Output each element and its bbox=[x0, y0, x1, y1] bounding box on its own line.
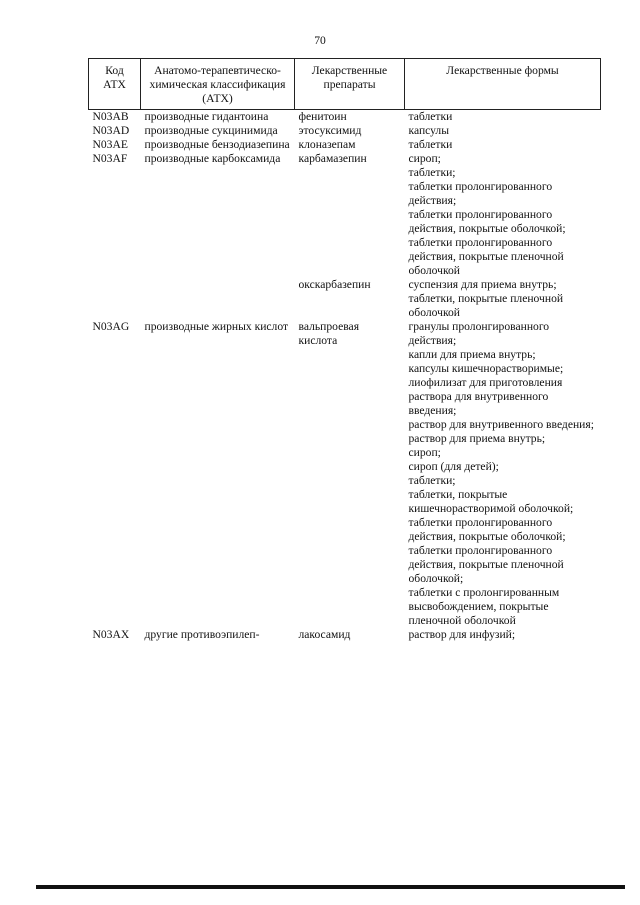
table-row bbox=[89, 628, 601, 642]
atx-classification-cell: другие противоэпилеп- bbox=[144, 628, 260, 641]
dosage-forms-cell bbox=[405, 278, 601, 320]
drug-name-cell: этосуксимид bbox=[298, 124, 362, 137]
atx-drug-table bbox=[88, 58, 601, 642]
atx-classification-cell: производные сукцинимида bbox=[144, 124, 278, 137]
atx-classification-cell: производные гидантоина bbox=[144, 110, 269, 123]
dosage-form-item: капсулы кишечнорастворимые; bbox=[408, 362, 564, 375]
dosage-forms-cell bbox=[405, 152, 601, 278]
dosage-form-item: таблетки; bbox=[408, 166, 456, 179]
atx-classification-cell: производные карбоксамида bbox=[144, 152, 281, 165]
atx-code-cell: N03AG bbox=[92, 320, 130, 333]
dosage-forms-cell bbox=[405, 110, 601, 125]
table-header-row bbox=[89, 59, 601, 110]
dosage-form-item: раствор для инфузий; bbox=[408, 628, 516, 641]
dosage-form-item: раствор для внутривенного введения; bbox=[408, 418, 594, 431]
dosage-form-item: таблетки; bbox=[408, 474, 456, 487]
header-drugs: Лекарственные препараты bbox=[295, 59, 405, 110]
dosage-form-item: гранулы пролонгированного действия; bbox=[408, 320, 550, 347]
header-classification: Анатомо-терапевтическо-химическая классификация (АТХ) bbox=[141, 59, 295, 110]
atx-code-cell bbox=[89, 278, 141, 320]
atx-code-cell: N03AE bbox=[92, 138, 128, 151]
dosage-form-item: раствор для приема внутрь; bbox=[408, 432, 546, 445]
dosage-form-item: таблетки bbox=[408, 138, 453, 151]
dosage-form-item: капсулы bbox=[408, 124, 450, 137]
bottom-rule bbox=[36, 885, 625, 889]
dosage-forms-cell bbox=[405, 124, 601, 138]
drug-name-cell: фенитоин bbox=[298, 110, 347, 123]
dosage-form-item: капли для приема внутрь; bbox=[408, 348, 536, 361]
dosage-form-item: таблетки пролонгированного действия, покрытые оболочкой; bbox=[408, 208, 566, 235]
dosage-form-item: таблетки пролонгированного действия, покрытые пленочной оболочкой; bbox=[408, 544, 564, 585]
dosage-form-item: лиофилизат для приготовления раствора для внутривенного введения; bbox=[408, 376, 563, 417]
atx-code-cell: N03AF bbox=[92, 152, 128, 165]
dosage-forms-cell bbox=[405, 138, 601, 152]
table-body bbox=[89, 110, 601, 643]
table-row bbox=[89, 278, 601, 320]
drug-name-cell: окскарбазепин bbox=[298, 278, 371, 291]
dosage-form-item: таблетки пролонгированного действия; bbox=[408, 180, 553, 207]
dosage-form-item: суспензия для приема внутрь; bbox=[408, 278, 557, 291]
dosage-form-item: таблетки пролонгированного действия, покрытые пленочной оболочкой bbox=[408, 236, 564, 277]
dosage-form-item: таблетки пролонгированного действия, покрытые оболочкой; bbox=[408, 516, 566, 543]
header-code: Код АТХ bbox=[89, 59, 141, 110]
atx-classification-cell bbox=[141, 278, 295, 320]
dosage-form-item: сироп (для детей); bbox=[408, 460, 499, 473]
drug-name-cell: вальпроевая кислота bbox=[298, 320, 360, 347]
table-row bbox=[89, 152, 601, 278]
header-forms: Лекарственные формы bbox=[405, 59, 601, 110]
drug-name-cell: клоназепам bbox=[298, 138, 356, 151]
dosage-forms-cell bbox=[405, 628, 601, 642]
page-number: 70 bbox=[314, 34, 326, 47]
table-row bbox=[89, 110, 601, 125]
atx-code-cell: N03AD bbox=[92, 124, 130, 137]
dosage-forms-cell bbox=[405, 320, 601, 628]
dosage-form-item: сироп; bbox=[408, 446, 441, 459]
table-row bbox=[89, 124, 601, 138]
atx-code-cell: N03AB bbox=[92, 110, 129, 123]
dosage-form-item: таблетки, покрытые пленочной оболочкой bbox=[408, 292, 564, 319]
table-row bbox=[89, 320, 601, 628]
dosage-form-item: сироп; bbox=[408, 152, 441, 165]
drug-name-cell: лакосамид bbox=[298, 628, 351, 641]
atx-classification-cell: производные бензодиазепина bbox=[144, 138, 290, 151]
dosage-form-item: таблетки с пролонгированным высвобождением, покрытые пленочной оболочкой bbox=[408, 586, 560, 627]
dosage-form-item: таблетки, покрытые кишечнорастворимой оболочкой; bbox=[408, 488, 574, 515]
dosage-form-item: таблетки bbox=[408, 110, 453, 123]
table-row bbox=[89, 138, 601, 152]
drug-name-cell: карбамазепин bbox=[298, 152, 367, 165]
atx-code-cell: N03AX bbox=[92, 628, 130, 641]
atx-classification-cell: производные жирных кислот bbox=[144, 320, 289, 333]
